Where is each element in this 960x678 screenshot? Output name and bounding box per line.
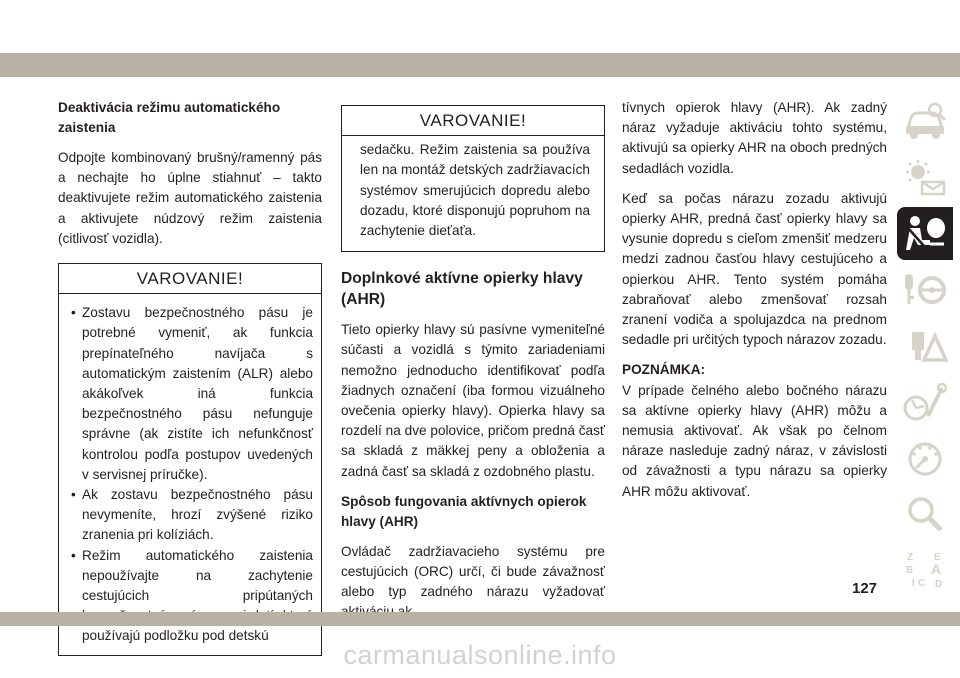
subsection-heading: Spôsob fungovania aktívnych opierok hlavy (AHR) — [341, 493, 587, 529]
warning-list-item: • Režim automatického zaistenia nepoužívajte na zachytenie cestujúcich pripútaných používajú podložku pod detskú — [71, 546, 313, 647]
section-heading: Deaktivácia režimu automatického zaistenia — [58, 100, 281, 135]
svg-text:C: C — [918, 577, 926, 589]
chapter-tab-search[interactable] — [897, 487, 953, 540]
middle-column — [341, 105, 605, 633]
warning-list-item: • Zostavu bezpečnostného pásu je potrebné vymeniť, ak funkcia prepínateľného navíjača s automatickým zaistením (ALR) alebo akákoľvek iná funkcia bezpečnostného pásu nefunguje správne (ak zistíte ich nefunkčnosť kontrolou podľa postupov uvedených v servisnej príručke). — [71, 303, 313, 485]
chapter-tab-maintenance[interactable] — [897, 375, 953, 428]
key-steering-wheel-icon — [902, 270, 948, 310]
service-tools-icon — [902, 382, 948, 422]
svg-text:I: I — [912, 577, 915, 589]
warning-list-item: • Ak zostavu bezpečnostného pásu nevymeníte, hrozí zvýšené riziko zranenia pri kolíziách. — [71, 485, 313, 546]
chapter-tab-safety[interactable] — [897, 207, 953, 260]
warning-title: VAROVANIE! — [342, 106, 604, 136]
warning-box — [58, 263, 322, 656]
svg-text:A: A — [931, 560, 942, 577]
fuel-gauge-icon — [902, 438, 948, 478]
chapter-tab-index[interactable] — [897, 543, 953, 596]
chapter-tab-instruments[interactable] — [897, 151, 953, 204]
body-paragraph: Keď sa počas nárazu zozadu aktivujú opierky AHR, predná časť opierky hlavy sa vysunie dopredu s cieľom zmenšiť medzeru medzi zadnou časťou hlavy cestujúceho a opierkou AHR. Tento systém pomáha zabraňovať alebo zmenšovať rozsah zranení vodiča a spolujazdca na prednom sedadle pri určitých typoch nárazov zozadu. — [622, 190, 887, 348]
bottom-color-band — [0, 612, 960, 626]
dashboard-lights-icon — [902, 158, 948, 198]
watermark: carmanualsonline.info — [343, 640, 617, 670]
chapter-tab-emergency[interactable] — [897, 319, 953, 372]
magnifier-icon — [902, 494, 948, 534]
warning-triangle-icon — [902, 326, 948, 366]
chapter-tab-specifications[interactable] — [897, 431, 953, 484]
note-text: V prípade čelného alebo bočného nárazu sa aktívne opierky hlavy (AHR) môžu a nemusia aktivovať. Ak však po čelnom náraze nasleduje zadný náraz, v závislosti od závažnosti a typu nárazu sa opierky AHR môžu aktivovať. — [622, 382, 887, 499]
chapter-tab-starting-driving[interactable] — [897, 263, 953, 316]
section-heading: Doplnkové aktívne opierky hlavy (AHR) — [341, 270, 583, 309]
svg-text:D: D — [935, 578, 943, 590]
chapter-tab-vehicle[interactable] — [897, 95, 953, 148]
note-label: POZNÁMKA: — [622, 362, 706, 378]
body-paragraph: Odpojte kombinovaný brušný/ramenný pás a nechajte ho úplne stiahnuť – takto deaktivujete režim automatického zaistenia a aktivujete núdzový režim zaistenia (citlivosť vozidla). — [58, 150, 322, 246]
warning-title: VAROVANIE! — [59, 264, 321, 294]
warning-box-continued — [341, 105, 605, 252]
car-icon — [902, 102, 948, 142]
top-color-band — [0, 53, 960, 77]
body-paragraph: tívnych opierok hlavy (AHR). Ak zadný náraz vyžaduje aktiváciu tohto systému, aktivujú sa opierky AHR na oboch predných sedadlách vozidla. — [622, 100, 887, 176]
left-column — [58, 98, 322, 656]
svg-text:Z: Z — [907, 551, 914, 563]
body-paragraph: Tieto opierky hlavy sú pasívne vymeniteľné súčasti a vozidlá s týmito zariadeniami nemožno jednoducho identifikovať podľa žiadnych označení (iba formou vizuálneho ovečenia opierky hlavy). Opierka hlavy sa rozdelí na dve polovice, pričom predná časť sa skladá z mäkkej peny a obloženia a zadná časť sa skladá z ozdobného plastu. — [341, 322, 605, 479]
right-column — [622, 98, 887, 512]
warning-list — [59, 294, 321, 654]
body-paragraph: Ovládač zadržiavacieho systému pre cestujúcich (ORC) určí, či bude závažnosť alebo typ zadného nárazu vyžadovať — [341, 543, 605, 600]
svg-text:B: B — [906, 564, 914, 576]
page-number: 127 — [852, 580, 878, 597]
chapter-tabs — [893, 95, 953, 599]
warning-text: sedačku. Režim zaistenia sa používa len na montáž detských zadržiavacích systémov smerujúcich dopredu alebo dozadu, ktoré disponujú popruhom na zachytenie dieťaťa. — [360, 142, 590, 239]
svg-text:E: E — [934, 551, 941, 563]
seatbelt-airbag-icon — [902, 214, 948, 254]
alphabet-index-icon — [902, 550, 948, 590]
